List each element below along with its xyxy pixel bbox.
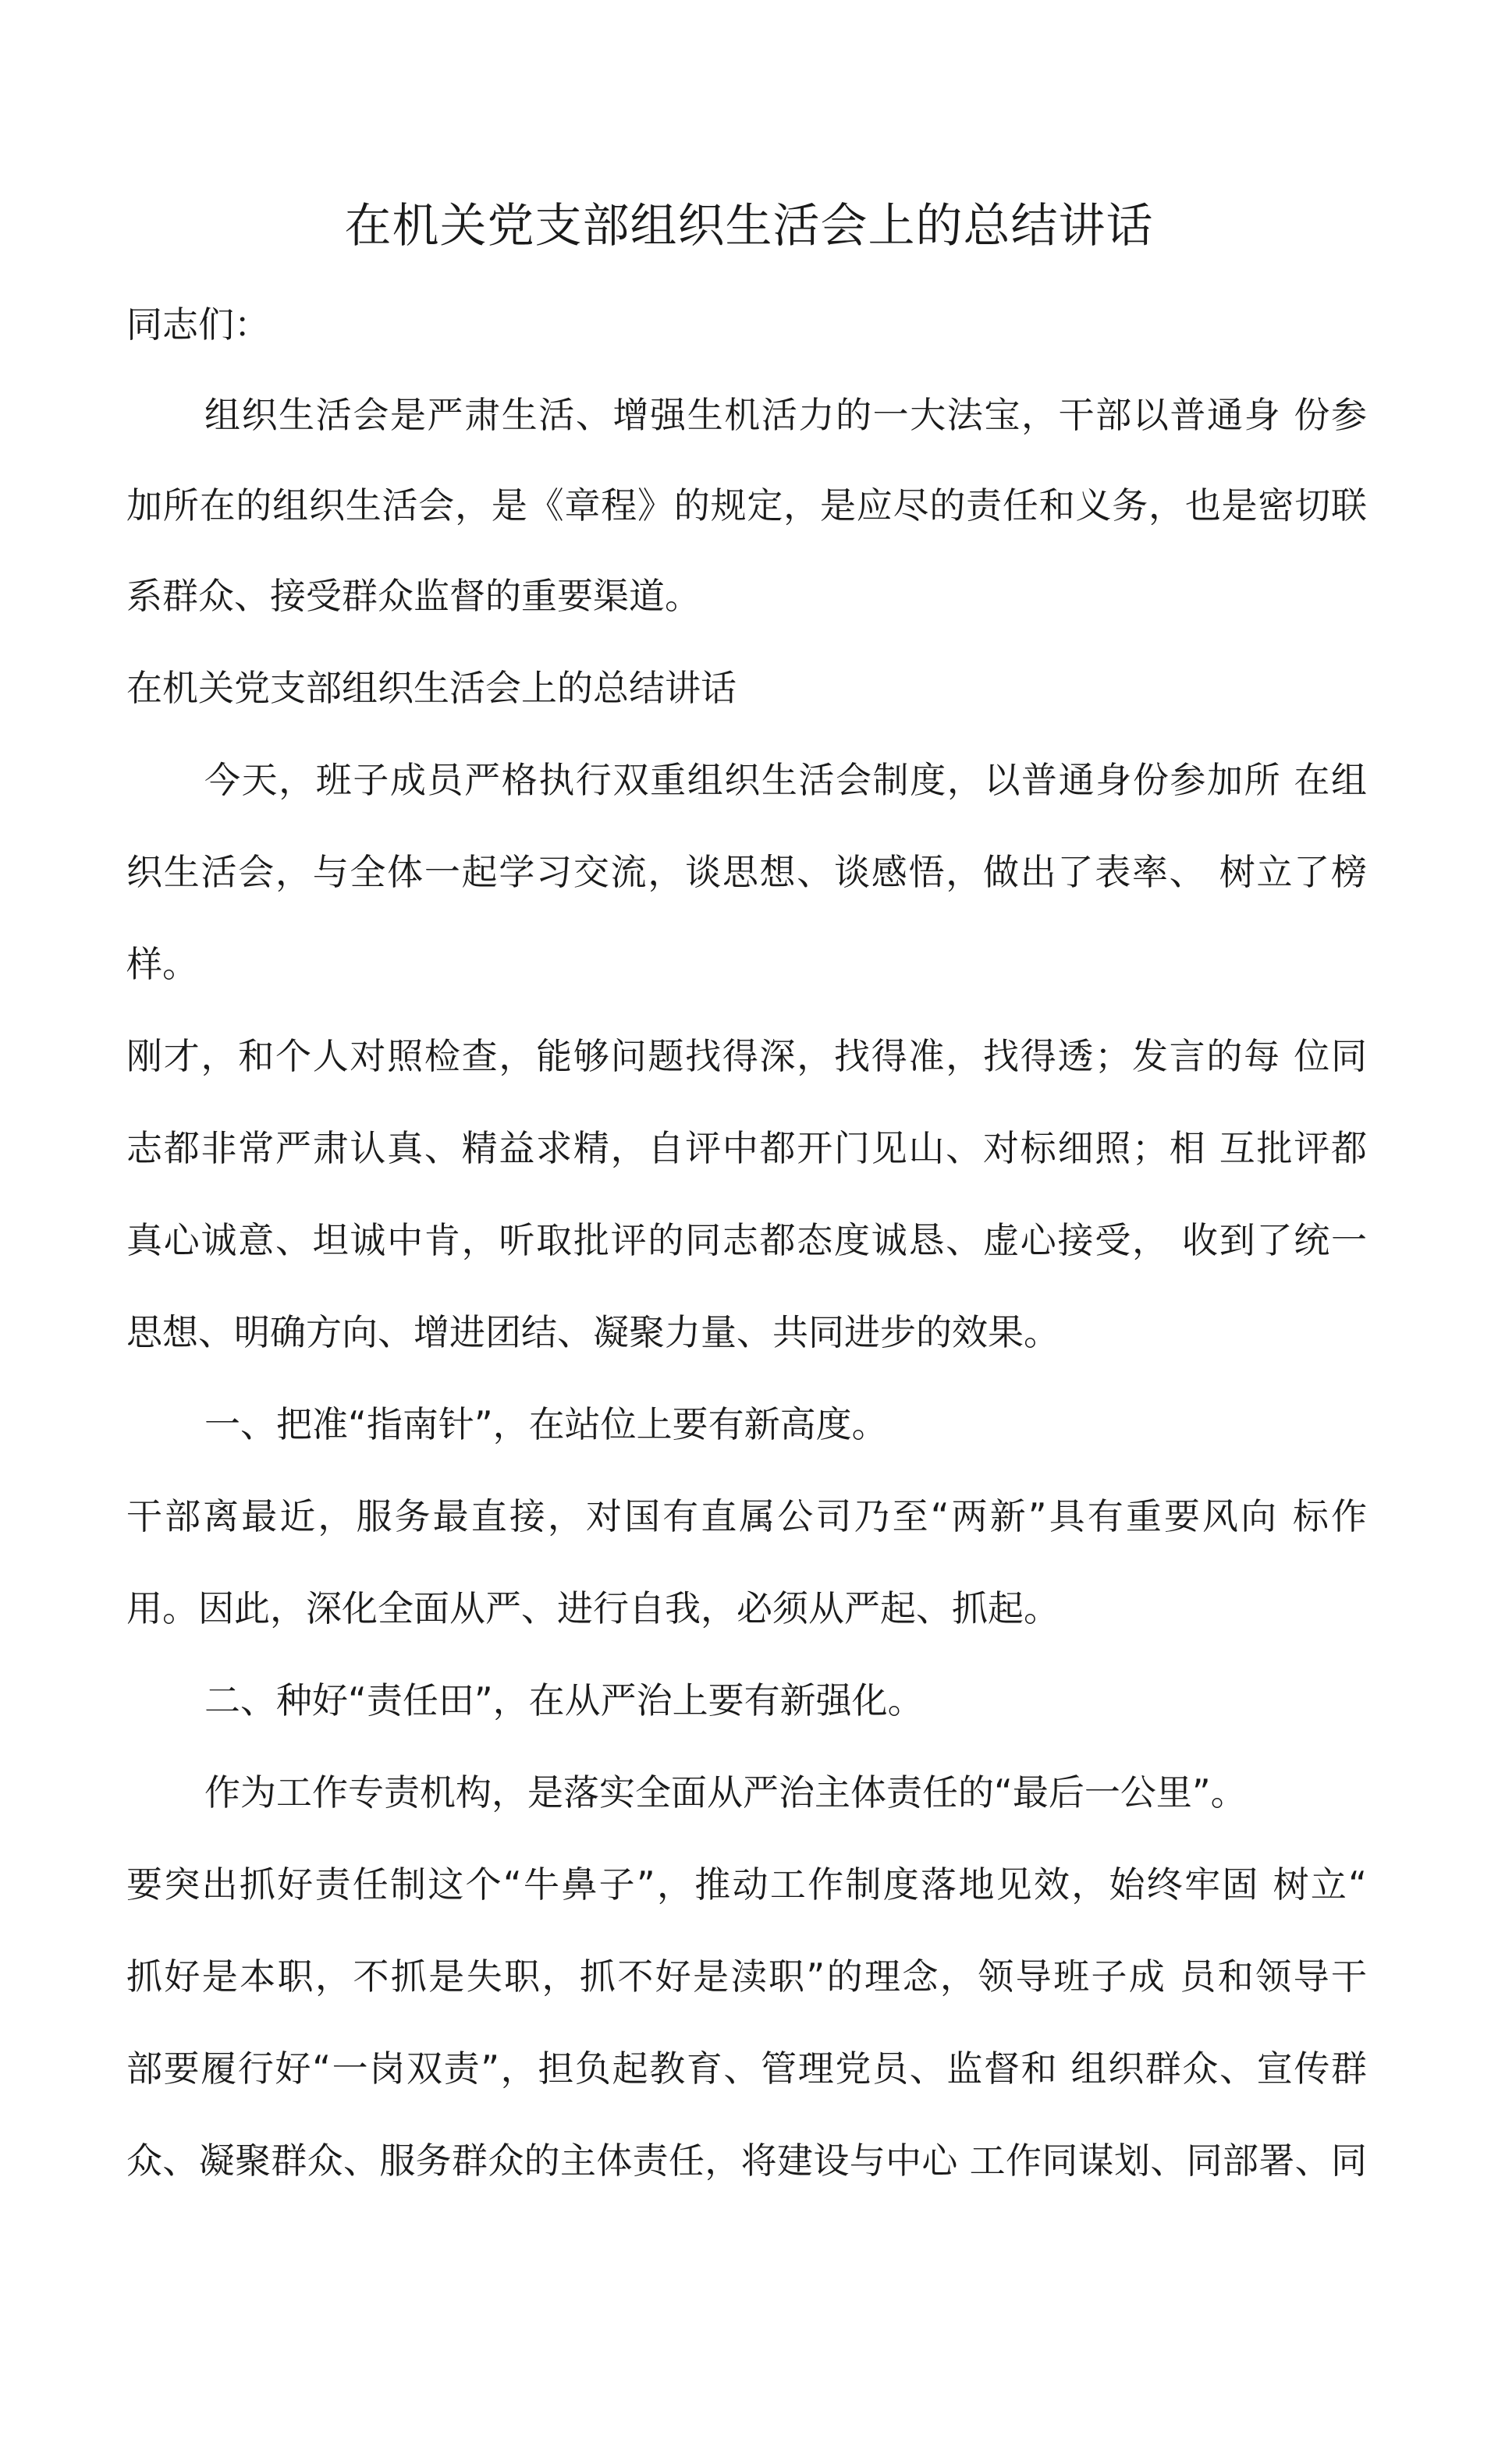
paragraph-line: 要突出抓好责任制这个“牛鼻子”，推动工作制度落地见效，始终牢固 树立“ [126,1863,1367,1906]
paragraph-line: 干部离最近，服务最直接，对国有直属公司乃至“两新”具有重要风向 标作 [126,1495,1367,1537]
section-heading: 二、种好“责任田”，在从严治上要有新强化。 [204,1679,924,1721]
paragraph-line: 用。因此，深化全面从严、进行自我，必须从严起、抓起。 [126,1587,1060,1629]
paragraph-line: 今天，班子成员严格执行双重组织生活会制度，以普通身份参加所 在组 [204,759,1367,801]
paragraph-line: 作为工作专责机构，是落实全面从严治主体责任的“最后一公里”。 [204,1771,1247,1813]
paragraph-line: 真心诚意、坦诚中肯，听取批评的同志都态度诚恳、虚心接受， 收到了统一 [126,1219,1367,1261]
paragraph-line: 志都非常严肃认真、精益求精，自评中都开门见山、对标细照；相 互批评都 [126,1127,1367,1169]
section-heading: 一、把准“指南针”，在站位上要有新高度。 [204,1403,888,1445]
paragraph-line: 组织生活会是严肃生活、增强生机活力的一大法宝，干部以普通身 份参 [204,394,1367,436]
paragraph-line: 织生活会，与全体一起学习交流，谈思想、谈感悟，做出了表率、 树立了榜 [126,851,1367,893]
paragraph-line: 思想、明确方向、增进团结、凝聚力量、共同进步的效果。 [126,1311,1060,1353]
paragraph-line: 刚才，和个人对照检查，能够问题找得深，找得准，找得透；发言的每 位同 [126,1035,1367,1077]
document-title: 在机关党支部组织生活会上的总结讲话 [344,199,1154,253]
paragraph-line: 加所在的组织生活会，是《章程》的规定，是应尽的责任和义务，也是密切联 [126,484,1367,526]
repeated-title-line: 在机关党支部组织生活会上的总结讲话 [126,667,737,709]
paragraph-line: 样。 [126,943,198,985]
salutation: 同志们： [126,303,270,346]
paragraph-line: 部要履行好“一岗双责”，担负起教育、管理党员、监督和 组织群众、宣传群 [126,2047,1367,2090]
paragraph-line: 系群众、接受群众监督的重要渠道。 [126,575,701,617]
paragraph-line: 众、凝聚群众、服务群众的主体责任，将建设与中心 工作同谋划、同部署、同 [126,2140,1367,2182]
paragraph-line: 抓好是本职，不抓是失职，抓不好是渎职”的理念，领导班子成 员和领导干 [126,1955,1367,1998]
